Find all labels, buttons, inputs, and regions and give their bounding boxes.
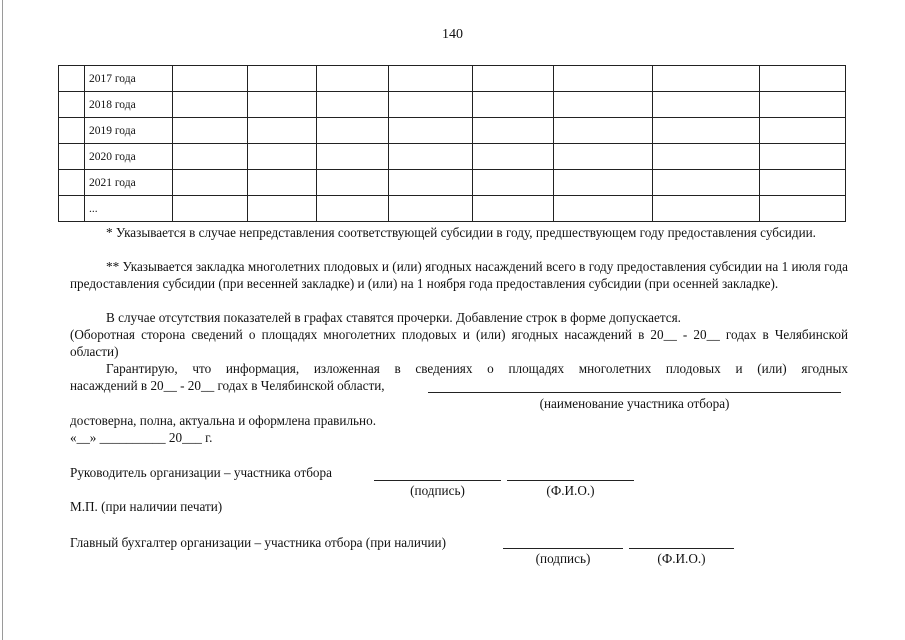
data-cell [317, 92, 389, 118]
row-year-label: 2018 года [85, 92, 173, 118]
data-cell [317, 66, 389, 92]
table-row [59, 170, 846, 196]
data-cell [173, 118, 248, 144]
guarantee-line-1: Гарантирую, что информация, изложенная в сведениях о площадях многолетних плодовых и (или) ягодных [106, 361, 848, 376]
data-cell [760, 170, 846, 196]
data-cell [653, 196, 760, 222]
data-cell [473, 92, 554, 118]
head-label: Руководитель организации – участника отбора [70, 465, 332, 480]
page-edge [2, 0, 3, 640]
table-row [59, 118, 846, 144]
row-index-cell [59, 170, 85, 196]
data-cell [389, 170, 473, 196]
guarantee-line-3: достоверна, полна, актуальна и оформлена правильно. [70, 413, 376, 428]
data-cell [173, 170, 248, 196]
data-cell [248, 92, 317, 118]
row-year-label: 2021 года [85, 170, 173, 196]
data-cell [760, 118, 846, 144]
stamp-note: М.П. (при наличии печати) [70, 499, 223, 514]
page-number: 140 [442, 27, 463, 42]
data-cell [248, 118, 317, 144]
data-cell [473, 66, 554, 92]
head-signature-caption: (подпись) [410, 483, 465, 498]
table-row [59, 196, 846, 222]
data-cell [248, 66, 317, 92]
data-cell [760, 66, 846, 92]
data-cell [653, 66, 760, 92]
accountant-signature-line [503, 548, 623, 549]
row-index-cell [59, 118, 85, 144]
data-cell [248, 196, 317, 222]
accountant-name-caption: (Ф.И.О.) [657, 551, 706, 566]
footnote-one: * Указывается в случае непредставления соответствующей субсидии в году, предшествующем году предоставления субсидии. [106, 225, 816, 240]
data-cell [653, 144, 760, 170]
data-cell [653, 92, 760, 118]
table-row [59, 92, 846, 118]
row-index-cell [59, 66, 85, 92]
data-cell [473, 118, 554, 144]
accountant-name-line [629, 548, 734, 549]
row-index-cell [59, 92, 85, 118]
footnote-two: ** Указывается закладка многолетних плодовых и (или) ягодных насаждений всего в году предоставления субсидии на 1 июля года предоставления субсидии (при весенней закладке) и (или) на 1 ноября года предоставления субсидии (при осенней закладке). [70, 259, 848, 291]
data-cell [760, 144, 846, 170]
row-year-label: 2019 года [85, 118, 173, 144]
head-name-line [507, 480, 634, 481]
data-cell [760, 196, 846, 222]
data-cell [248, 144, 317, 170]
data-cell [317, 118, 389, 144]
data-cell [389, 144, 473, 170]
row-year-label: 2020 года [85, 144, 173, 170]
data-cell [389, 92, 473, 118]
data-cell [389, 118, 473, 144]
participant-name-line [428, 392, 841, 393]
data-cell [473, 144, 554, 170]
accountant-label: Главный бухгалтер организации – участника отбора (при наличии) [70, 535, 447, 550]
row-year-label: ... [85, 196, 173, 222]
data-cell [173, 144, 248, 170]
table-row [59, 66, 846, 92]
data-cell [554, 144, 653, 170]
data-cell [473, 196, 554, 222]
data-cell [653, 118, 760, 144]
data-cell [317, 196, 389, 222]
table-row [59, 144, 846, 170]
data-cell [317, 170, 389, 196]
data-cell [317, 144, 389, 170]
data-cell [554, 196, 653, 222]
row-year-label: 2017 года [85, 66, 173, 92]
reverse-side-note: (Оборотная сторона сведений о площадях многолетних плодовых и (или) ягодных насаждений в 20__ - 20__ годах в Челябинской области) [70, 327, 848, 359]
data-cell [173, 92, 248, 118]
data-cell [389, 66, 473, 92]
data-cell [760, 92, 846, 118]
data-cell [173, 66, 248, 92]
head-signature-line [374, 480, 501, 481]
participant-name-caption: (наименование участника отбора) [539, 396, 730, 411]
accountant-signature-caption: (подпись) [535, 551, 591, 566]
data-cell [173, 196, 248, 222]
data-cell [554, 170, 653, 196]
row-index-cell [59, 144, 85, 170]
years-table [58, 65, 846, 222]
data-cell [554, 118, 653, 144]
date-line: «__» __________ 20___ г. [70, 430, 213, 445]
row-index-cell [59, 196, 85, 222]
data-cell [389, 196, 473, 222]
data-cell [554, 66, 653, 92]
head-name-caption: (Ф.И.О.) [546, 483, 595, 498]
data-cell [653, 170, 760, 196]
footnote-three: В случае отсутствия показателей в графах ставятся прочерки. Добавление строк в форме допускается. [106, 310, 681, 325]
guarantee-line-2: насаждений в 20__ - 20__ годах в Челябинской области, [70, 378, 385, 393]
data-cell [554, 92, 653, 118]
data-cell [248, 170, 317, 196]
data-cell [473, 170, 554, 196]
